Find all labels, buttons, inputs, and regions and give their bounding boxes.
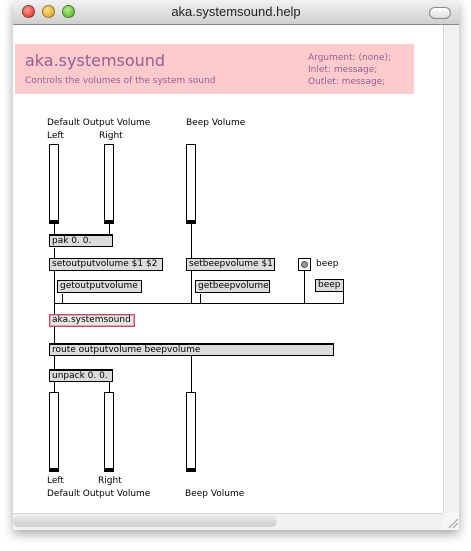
help-window bbox=[13, 0, 459, 530]
wire bbox=[191, 224, 192, 259]
header-title: aka.systemsound bbox=[25, 51, 166, 70]
vertical-scrollbar[interactable] bbox=[443, 25, 459, 513]
wire bbox=[191, 271, 192, 304]
wire bbox=[191, 356, 192, 392]
wire bbox=[304, 271, 305, 304]
left-input-slider[interactable] bbox=[49, 144, 59, 224]
argument-info: Argument: (none); bbox=[308, 53, 392, 63]
right-output-slider[interactable] bbox=[104, 392, 114, 472]
inlet-info: Inlet: message; bbox=[308, 65, 378, 75]
wire bbox=[54, 356, 55, 369]
default-output-volume-label: Default Output Volume bbox=[47, 118, 151, 128]
help-header bbox=[15, 44, 414, 94]
bang-indicator bbox=[301, 261, 308, 268]
toolbar-toggle-button[interactable] bbox=[429, 7, 451, 19]
pak-object[interactable]: pak 0. 0. bbox=[49, 234, 113, 247]
title-bar[interactable] bbox=[13, 0, 459, 25]
beep-volume-label: Beep Volume bbox=[186, 118, 246, 128]
systemsound-object[interactable]: aka.systemsound bbox=[49, 314, 135, 327]
wire bbox=[109, 382, 110, 392]
setoutputvolume-message[interactable]: setoutputvolume $1 $2 bbox=[49, 258, 163, 271]
wire bbox=[54, 303, 344, 304]
header-subtitle: Controls the volumes of the system sound bbox=[25, 76, 216, 86]
default-output-volume-output-label: Default Output Volume bbox=[47, 489, 151, 499]
getbeepvolume-message[interactable]: getbeepvolume bbox=[195, 280, 270, 293]
right-label: Right bbox=[99, 131, 123, 141]
resize-grip-icon bbox=[443, 513, 459, 530]
route-object[interactable]: route outputvolume beepvolume bbox=[49, 343, 334, 356]
wire bbox=[54, 327, 55, 343]
unpack-object[interactable]: unpack 0. 0. bbox=[49, 369, 113, 382]
patcher-canvas[interactable] bbox=[13, 25, 443, 513]
left-label: Left bbox=[47, 131, 64, 141]
left-output-slider[interactable] bbox=[49, 392, 59, 472]
right-input-slider[interactable] bbox=[104, 144, 114, 224]
beep-message[interactable]: beep bbox=[315, 279, 344, 292]
horizontal-scroll-thumb[interactable] bbox=[13, 516, 277, 527]
left-output-label: Left bbox=[47, 476, 64, 486]
wire bbox=[343, 292, 344, 304]
beep-button-label: beep bbox=[316, 259, 339, 269]
wire bbox=[54, 224, 55, 234]
wire bbox=[54, 382, 55, 392]
beep-input-slider[interactable] bbox=[186, 144, 196, 224]
setbeepvolume-message[interactable]: setbeepvolume $1 bbox=[186, 258, 275, 271]
beep-output-slider[interactable] bbox=[186, 392, 196, 472]
window-title: aka.systemsound.help bbox=[171, 4, 301, 19]
resize-grip[interactable] bbox=[443, 513, 459, 530]
wire bbox=[200, 294, 201, 304]
wire bbox=[62, 294, 63, 304]
outlet-info: Outlet: message; bbox=[308, 77, 386, 87]
right-output-label: Right bbox=[98, 476, 122, 486]
wire bbox=[109, 224, 110, 234]
beep-bang-button[interactable] bbox=[298, 258, 311, 271]
getoutputvolume-message[interactable]: getoutputvolume bbox=[57, 280, 142, 293]
beep-volume-output-label: Beep Volume bbox=[185, 489, 245, 499]
wire bbox=[54, 271, 55, 314]
horizontal-scrollbar[interactable] bbox=[13, 513, 443, 530]
